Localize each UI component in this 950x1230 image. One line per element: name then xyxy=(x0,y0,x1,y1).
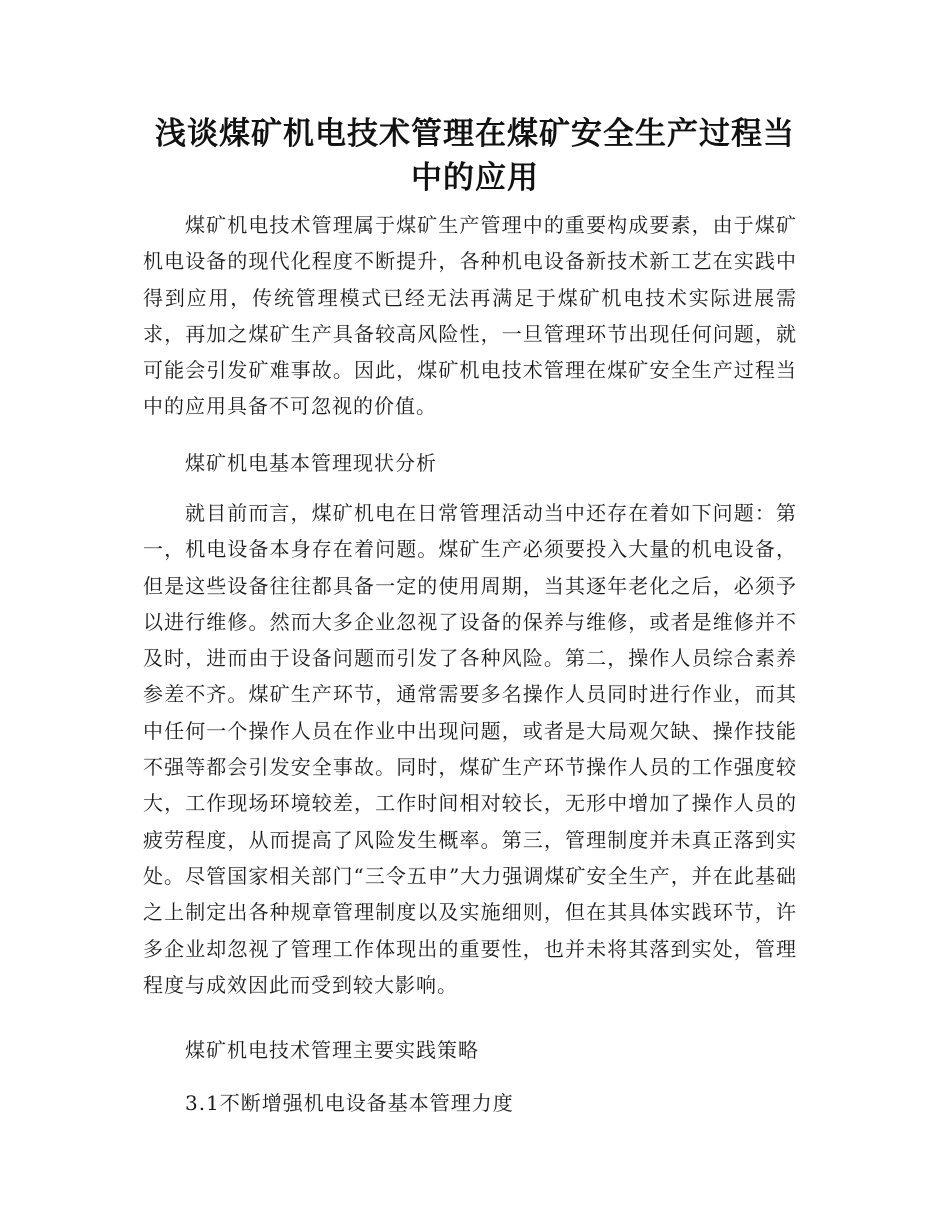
intro-paragraph: 煤矿机电技术管理属于煤矿生产管理中的重要构成要素，由于煤矿机电设备的现代化程度不断提升，各种机电设备新技术新工艺在实践中得到应用，传统管理模式已经无法再满足于煤矿机电技术实际进展需求，再加之煤矿生产具备较高风险性，一旦管理环节出现任何问题，就可能会引发矿难事故。因此，煤矿机电技术管理在煤矿安全生产过程当中的应用具备不可忽视的价值。 xyxy=(143,213,797,419)
status-analysis-paragraph: 就目前而言，煤矿机电在日常管理活动当中还存在着如下问题：第一，机电设备本身存在着问题。煤矿生产必须要投入大量的机电设备，但是这些设备往往都具备一定的使用周期，当其逐年老化之后，必须予以进行维修。然而大多企业忽视了设备的保养与维修，或者是维修并不及时，进而由于设备问题而引发了各种风险。第二，操作人员综合素养参差不齐。煤矿生产环节，通常需要多名操作人员同时进行作业，而其中任何一个操作人员在作业中出现问题，或者是大局观欠缺、操作技能不强等都会引发安全事故。同时，煤矿生产环节操作人员的工作强度较大，工作现场环境较差，工作时间相对较长，无形中增加了操作人员的疲劳程度，从而提高了风险发生概率。第三，管理制度并未真正落到实处。尽管国家相关部门“三令五申”大力强调煤矿安全生产，并在此基础之上制定出各种规章管理制度以及实施细则，但在其具体实践环节，许多企业却忽视了管理工作体现出的重要性，也并未将其落到实处，管理程度与成效因此而受到较大影响。 xyxy=(143,501,797,997)
document-title: 浅谈煤矿机电技术管理在煤矿安全生产过程当中的应用 xyxy=(155,116,795,196)
section-heading-status: 煤矿机电基本管理现状分析 xyxy=(185,451,437,475)
subsection-heading-3-1: 3.1不断增强机电设备基本管理力度 xyxy=(185,1091,514,1115)
section-heading-strategy: 煤矿机电技术管理主要实践策略 xyxy=(185,1038,479,1062)
